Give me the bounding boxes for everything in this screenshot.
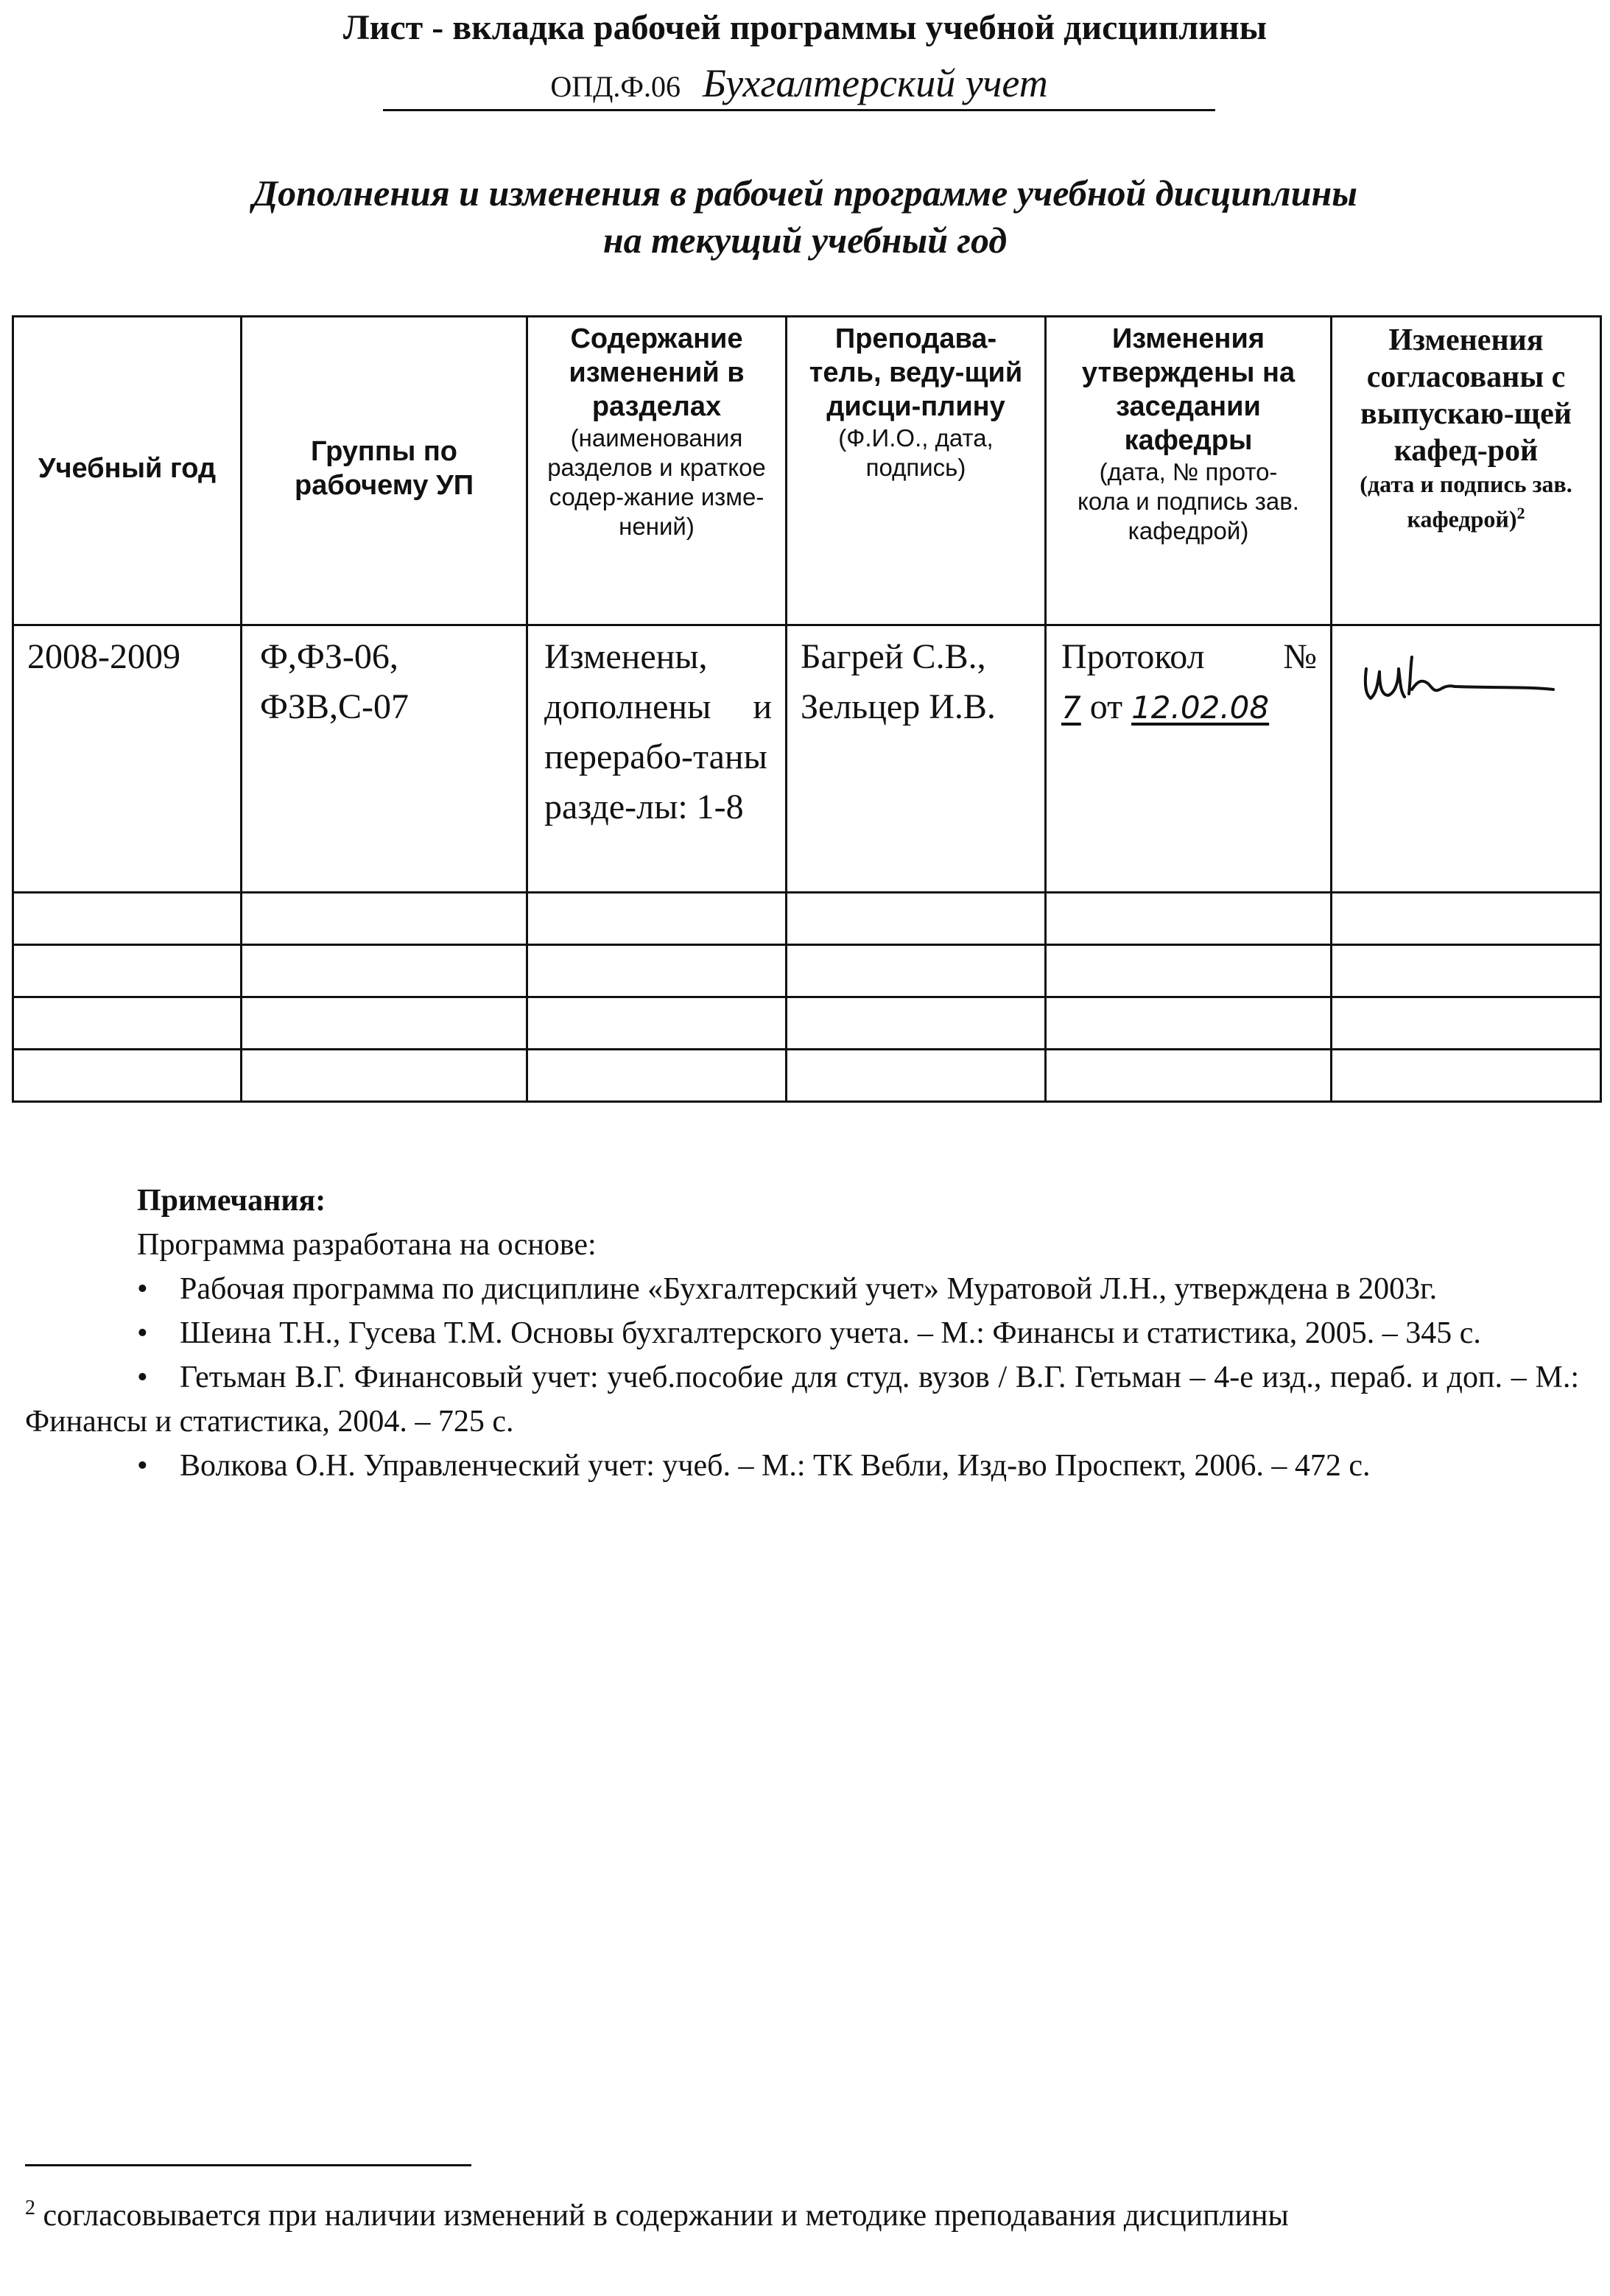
footnote-mark: 2: [25, 2197, 35, 2219]
table-row: [13, 945, 1601, 997]
notes-intro: Программа разработана на основе:: [137, 1228, 597, 1262]
table-header-row: [13, 317, 1601, 625]
cell-protocol: [1046, 625, 1332, 893]
notes-section: [25, 1179, 1579, 1488]
protocol-date: 12.02.08: [1131, 689, 1270, 726]
footnote-ref: 2: [1516, 504, 1525, 522]
protocol-label: Протокол №: [1061, 637, 1317, 676]
list-item: • Шеина Т.Н., Гусева Т.М. Основы бухгалтерского учета. – М.: Финансы и статистика, 2005. – 345 с.: [25, 1311, 1579, 1355]
bullet-icon: •: [137, 1449, 148, 1483]
page-title: Лист - вкладка рабочей программы учебной дисциплины: [342, 8, 1268, 47]
table-row: [13, 893, 1601, 945]
section-title: [0, 169, 1610, 264]
list-item: • Гетьман В.Г. Финансовый учет: учеб.пособие для студ. вузов / В.Г. Гетьман – 4-е изд., пераб. и доп. – М.: Финансы и статистика, 2004. – 725 с.: [25, 1355, 1579, 1444]
cell-groups: Ф,ФЗ-06, ФЗВ,С-07: [242, 625, 527, 893]
bullet-icon: •: [137, 1361, 148, 1394]
col-header-content: Содержание изменений в разделах (наименования разделов и краткое содер-жание изме-нений): [527, 317, 787, 625]
cell-content: Изменены, дополнены и перерабо-таны разде-лы: 1-8: [527, 625, 787, 893]
col-header-agreed: Изменения согласованы с выпускаю-щей кафед-рой (дата и подпись зав. кафедрой)$^2$: [1332, 317, 1601, 625]
discipline-code: ОПД.Ф.06: [550, 70, 681, 103]
list-item: • Волкова О.Н. Управленческий учет: учеб. – М.: ТК Вебли, Изд-во Проспект, 2006. – 472 с.: [25, 1444, 1579, 1488]
protocol-number: 7: [1061, 689, 1081, 726]
footnote-divider: [25, 2164, 471, 2166]
changes-table: [12, 315, 1602, 1103]
col-header-approved: Изменения утверждены на заседании кафедры (дата, № прото-кола и подпись зав. кафедрой): [1046, 317, 1332, 625]
notes-heading: Примечания:: [137, 1184, 326, 1218]
section-title-line-1: Дополнения и изменения в рабочей программе учебной дисциплины: [253, 172, 1357, 214]
section-title-line-2: на текущий учебный год: [602, 220, 1008, 261]
list-item: • Рабочая программа по дисциплине «Бухгалтерский учет» Муратовой Л.Н., утверждена в 2003г.: [25, 1267, 1579, 1311]
col-header-year: Учебный год: [13, 317, 242, 625]
bullet-icon: •: [137, 1272, 148, 1306]
col-header-teacher: Преподава-тель, веду-щий дисци-плину (Ф.И.О., дата, подпись): [787, 317, 1046, 625]
discipline-line: [383, 60, 1215, 111]
table-row: [13, 1050, 1601, 1102]
cell-signature: [1332, 625, 1601, 893]
footnote: [25, 2188, 1289, 2236]
footnote-text: согласовывается при наличии изменений в содержании и методике преподавания дисциплины: [43, 2199, 1289, 2233]
cell-teacher: Багрей С.В., Зельцер И.В.: [787, 625, 1046, 893]
cell-year: 2008-2009: [13, 625, 242, 893]
table-row: [13, 997, 1601, 1050]
bullet-icon: •: [137, 1316, 148, 1350]
col-header-groups: Группы по рабочему УП: [242, 317, 527, 625]
discipline-name: Бухгалтерский учет: [702, 61, 1048, 105]
table-row: [13, 625, 1601, 893]
protocol-from: от: [1089, 687, 1123, 726]
signature-image: [1332, 626, 1597, 715]
